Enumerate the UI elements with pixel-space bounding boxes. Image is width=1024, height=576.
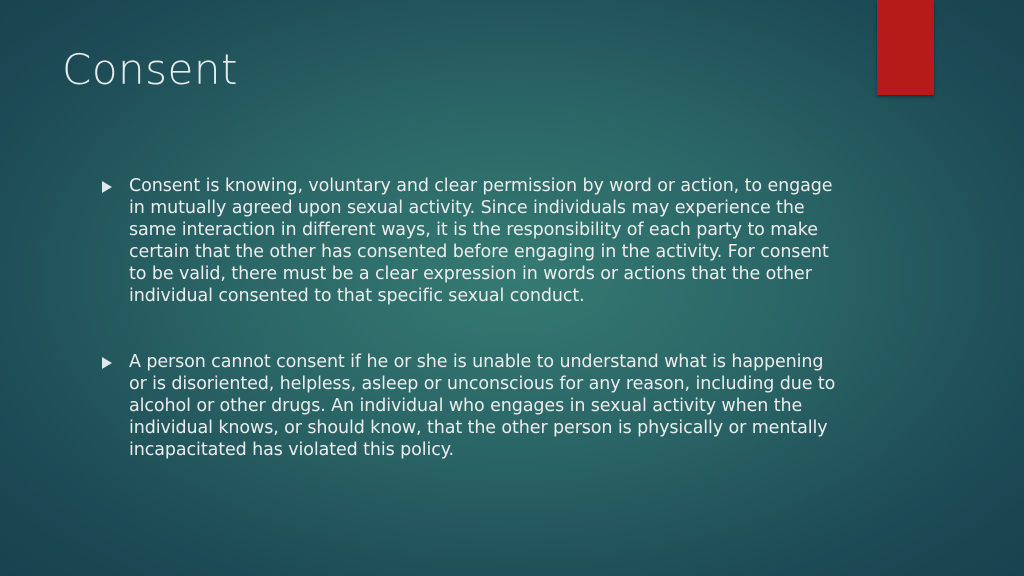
bullet-text: A person cannot consent if he or she is unable to understand what is happening or is disoriented, helpless, asleep or unconscious for any reason, including due to alcohol or other drugs. An individual who engages in sexual activity when the individual knows, or should know, that the other person is physically or mentally incapacitated has violated this policy. bbox=[129, 352, 836, 460]
bullet-item bbox=[102, 351, 842, 461]
accent-bar bbox=[877, 0, 934, 95]
bullet-item bbox=[102, 175, 842, 307]
slide-title: Consent bbox=[62, 45, 238, 94]
bullet-text: Consent is knowing, voluntary and clear permission by word or action, to engage in mutually agreed upon sexual activity. Since individuals may experience the same interaction in different ways, it is the responsibility of each party to make certain that the other has consented before engaging in the activity. For consent to be valid, there must be a clear expression in words or actions that the other individual consented to that specific sexual conduct. bbox=[129, 176, 833, 306]
bullet-list bbox=[102, 175, 842, 505]
triangle-bullet-icon bbox=[102, 357, 112, 369]
triangle-bullet-icon bbox=[102, 181, 112, 193]
